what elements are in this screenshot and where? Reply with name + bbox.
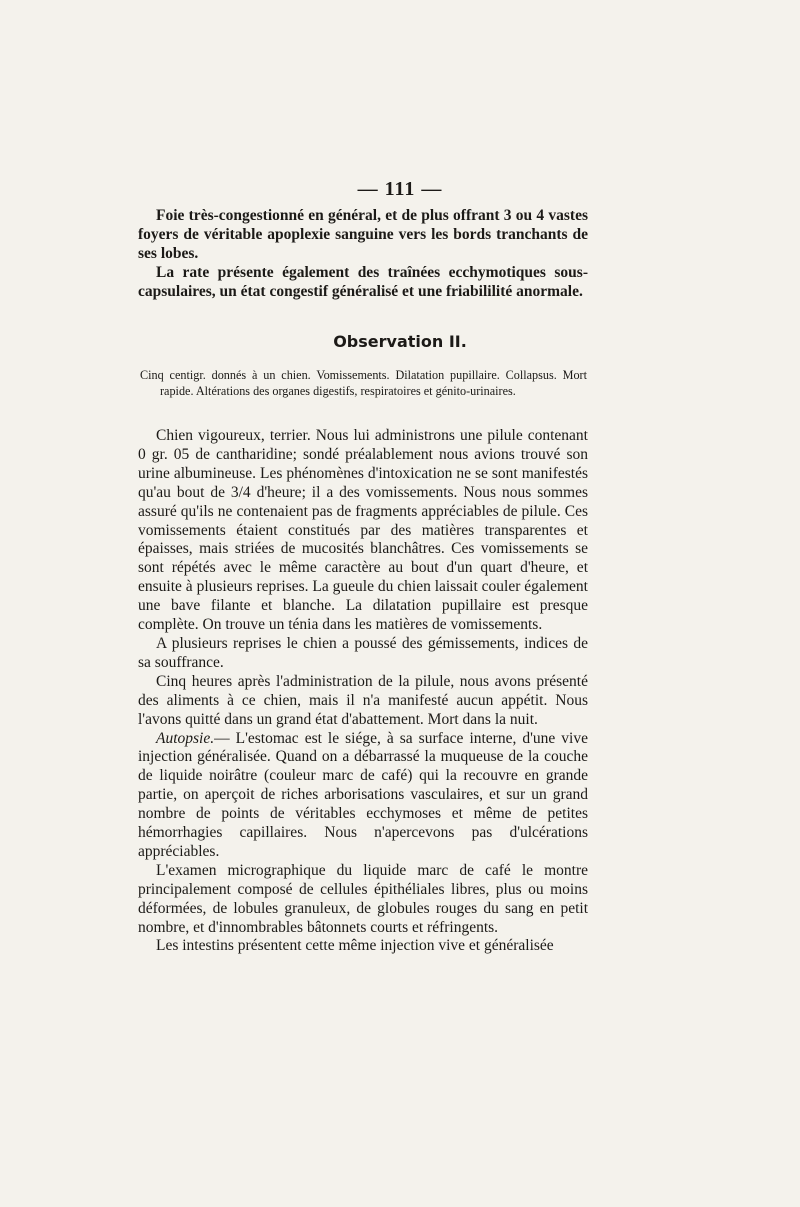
paragraph-intestins: Les intestins présentent cette même injection vive et généralisée <box>156 937 554 955</box>
paragraph-gemissements: A plusieurs reprises le chien a poussé des gémissements, indices de sa souffrance. <box>138 634 588 671</box>
paragraph-foie: Foie très-congestionné en général, et de plus offrant 3 ou 4 vastes foyers de véritable apoplexie sanguine vers les bords tranchants de ses lobes. <box>138 207 588 262</box>
paragraph-autopsie <box>138 730 588 862</box>
summary-text: Cinq centigr. donnés à un chien. Vomissements. Dilatation pupillaire. Collapsus. Mort rapide. Altérations des organes digestifs, respiratoires et génito-urinaires. <box>140 368 587 399</box>
paragraph-rate: La rate présente également des traînées ecchymotiques sous-capsulaires, un état congestif généralisé et une friabililité anormale. <box>138 263 588 300</box>
autopsy-text: — L'estomac est le siége, à sa surface interne, d'une vive injection généralisée. Quand on a débarrassé la muqueuse de la couche de liquide noirâtre (couleur marc de café) qui la recouvre en grande partie, on aperçoit de riches arborisations vasculaires, et sur un grand nombre de points de véritables ecchymoses et même de petites hémorrhagies capillaires. Nous n'apercevons pas d'ulcérations appréciables. <box>138 729 588 860</box>
autopsy-label: Autopsie. <box>156 729 215 747</box>
page-number: — 111 — <box>357 178 443 200</box>
paragraph-examen: L'examen micrographique du liquide marc de café le montre principalement composé de cellules épithéliales libres, plus ou moins déformées, de lobules granuleux, de globules rouges du sang en petit nombre, et d'innombrables bâtonnets courts et réfringents. <box>138 861 588 936</box>
observation-heading: Observation II. <box>333 332 467 351</box>
paragraph-chien: Chien vigoureux, terrier. Nous lui administrons une pilule contenant 0 gr. 05 de cantharidine; sondé préalablement nous avions trouvé son urine albumineuse. Les phénomènes d'intoxication ne se sont manifestés qu'au bout de 3/4 d'heure; il a des vomissements. Nous nous sommes assuré qu'ils ne contenaient pas de fragments appréciables de pilule. Ces vomissements étaient constitués par des matières transparentes et épaisses, mais striées de mucosités blanchâtres. Ces vomissements se sont répétés avec le même caractère au bout d'un quart d'heure, et ensuite à plusieurs reprises. La gueule du chien laissait couler également une bave filante et blanche. La dilatation pupillaire est presque complète. On trouve un ténia dans les matières de vomissements. <box>138 427 588 634</box>
observation-summary <box>140 367 587 400</box>
observation-body <box>138 427 588 956</box>
paragraph-aliments: Cinq heures après l'administration de la pilule, nous avons présenté des aliments à ce chien, mais il n'a manifesté aucun appétit. Nous l'avons quitté dans un grand état d'abattement. Mort dans la nuit. <box>138 672 588 728</box>
intro-text <box>138 207 588 302</box>
